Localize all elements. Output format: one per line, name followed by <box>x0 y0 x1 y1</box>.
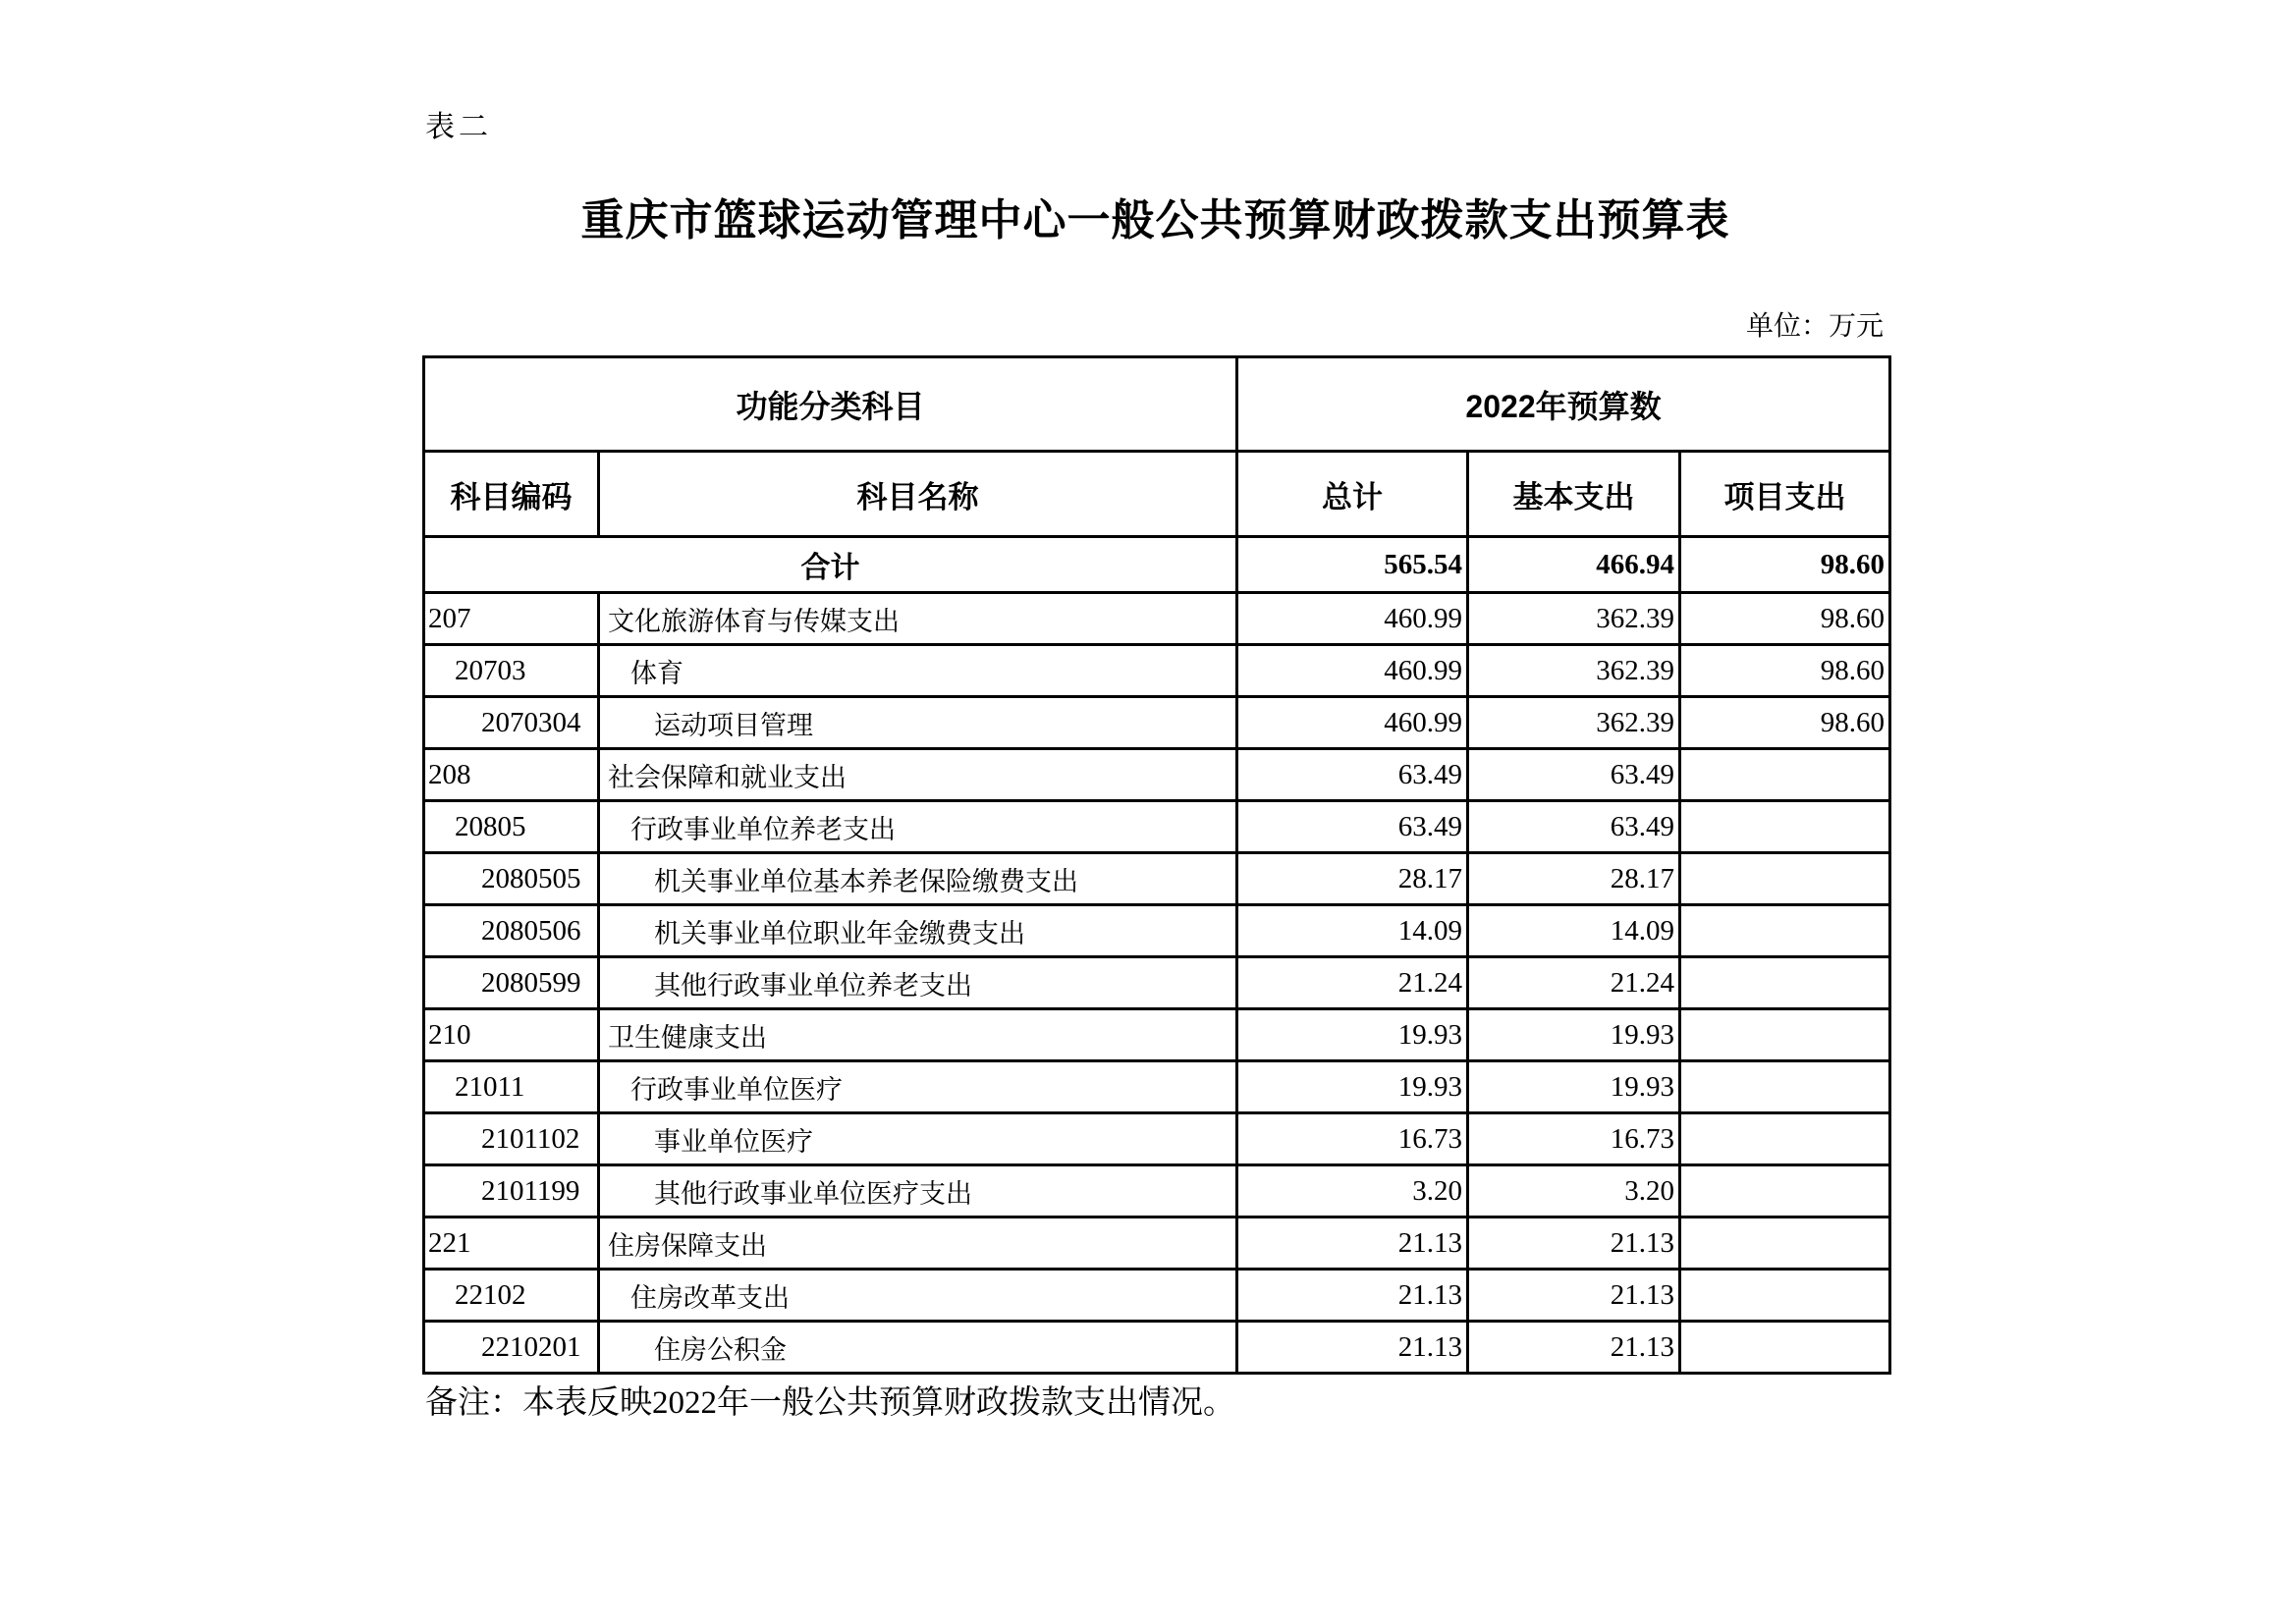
total-value: 63.49 <box>1237 801 1468 853</box>
subject-code: 20703 <box>424 645 599 697</box>
subject-code: 2080505 <box>424 853 599 905</box>
subject-name: 机关事业单位职业年金缴费支出 <box>599 905 1237 957</box>
table-row <box>424 905 1890 957</box>
subject-code: 208 <box>424 749 599 801</box>
total-total-value: 565.54 <box>1237 537 1468 593</box>
subject-name: 行政事业单位医疗 <box>599 1061 1237 1113</box>
subject-name: 文化旅游体育与传媒支出 <box>599 593 1237 645</box>
basic-value: 19.93 <box>1468 1009 1680 1061</box>
subject-code: 20805 <box>424 801 599 853</box>
basic-value: 14.09 <box>1468 905 1680 957</box>
table-header-group-row <box>424 357 1890 452</box>
subject-code: 2080599 <box>424 957 599 1009</box>
basic-value: 63.49 <box>1468 749 1680 801</box>
header-subject-name: 科目名称 <box>599 452 1237 537</box>
unit-note: 单位：万元 <box>1745 311 1884 342</box>
subject-name: 行政事业单位养老支出 <box>599 801 1237 853</box>
total-value: 460.99 <box>1237 645 1468 697</box>
basic-value: 362.39 <box>1468 593 1680 645</box>
total-value: 21.13 <box>1237 1270 1468 1322</box>
subject-code: 22102 <box>424 1270 599 1322</box>
total-value: 63.49 <box>1237 749 1468 801</box>
subject-code: 2101102 <box>424 1113 599 1165</box>
project-value <box>1680 1061 1890 1113</box>
project-value <box>1680 1113 1890 1165</box>
subject-code: 2210201 <box>424 1322 599 1374</box>
table-row <box>424 1113 1890 1165</box>
table-total-row <box>424 537 1890 593</box>
total-value: 21.13 <box>1237 1322 1468 1374</box>
total-label: 合计 <box>424 537 1237 593</box>
subject-name: 其他行政事业单位医疗支出 <box>599 1165 1237 1217</box>
table-row <box>424 801 1890 853</box>
basic-value: 21.13 <box>1468 1270 1680 1322</box>
subject-code: 2101199 <box>424 1165 599 1217</box>
basic-value: 16.73 <box>1468 1113 1680 1165</box>
total-basic-value: 466.94 <box>1468 537 1680 593</box>
table-row <box>424 1165 1890 1217</box>
table-row <box>424 1009 1890 1061</box>
total-value: 3.20 <box>1237 1165 1468 1217</box>
subject-code: 207 <box>424 593 599 645</box>
header-functional-classification: 功能分类科目 <box>424 357 1237 452</box>
basic-value: 3.20 <box>1468 1165 1680 1217</box>
subject-name: 机关事业单位基本养老保险缴费支出 <box>599 853 1237 905</box>
project-value <box>1680 957 1890 1009</box>
total-value: 16.73 <box>1237 1113 1468 1165</box>
header-basic-expenditure: 基本支出 <box>1468 452 1680 537</box>
basic-value: 63.49 <box>1468 801 1680 853</box>
subject-code: 210 <box>424 1009 599 1061</box>
table-row <box>424 749 1890 801</box>
project-value <box>1680 1270 1890 1322</box>
project-value <box>1680 1009 1890 1061</box>
subject-name: 卫生健康支出 <box>599 1009 1237 1061</box>
footnote: 备注：本表反映2022年一般公共预算财政拨款支出情况。 <box>425 1385 1235 1421</box>
basic-value: 19.93 <box>1468 1061 1680 1113</box>
table-row <box>424 697 1890 749</box>
table-row <box>424 1322 1890 1374</box>
total-value: 19.93 <box>1237 1061 1468 1113</box>
table-row <box>424 1217 1890 1270</box>
table-row <box>424 1270 1890 1322</box>
subject-code: 2070304 <box>424 697 599 749</box>
header-2022-budget: 2022年预算数 <box>1237 357 1890 452</box>
subject-code: 21011 <box>424 1061 599 1113</box>
total-value: 460.99 <box>1237 697 1468 749</box>
total-value: 28.17 <box>1237 853 1468 905</box>
total-value: 14.09 <box>1237 905 1468 957</box>
project-value: 98.60 <box>1680 593 1890 645</box>
project-value <box>1680 801 1890 853</box>
header-project-expenditure: 项目支出 <box>1680 452 1890 537</box>
project-value <box>1680 1217 1890 1270</box>
basic-value: 28.17 <box>1468 853 1680 905</box>
table-row <box>424 645 1890 697</box>
subject-name: 运动项目管理 <box>599 697 1237 749</box>
total-value: 19.93 <box>1237 1009 1468 1061</box>
subject-name: 住房保障支出 <box>599 1217 1237 1270</box>
basic-value: 21.13 <box>1468 1322 1680 1374</box>
subject-name: 事业单位医疗 <box>599 1113 1237 1165</box>
project-value: 98.60 <box>1680 645 1890 697</box>
project-value <box>1680 1165 1890 1217</box>
subject-name: 住房公积金 <box>599 1322 1237 1374</box>
basic-value: 21.13 <box>1468 1217 1680 1270</box>
subject-name: 体育 <box>599 645 1237 697</box>
table-number-label: 表二 <box>425 111 492 143</box>
basic-value: 362.39 <box>1468 645 1680 697</box>
table-row <box>424 853 1890 905</box>
table-row <box>424 593 1890 645</box>
total-value: 21.13 <box>1237 1217 1468 1270</box>
project-value: 98.60 <box>1680 697 1890 749</box>
header-subject-code: 科目编码 <box>424 452 599 537</box>
basic-value: 362.39 <box>1468 697 1680 749</box>
total-value: 21.24 <box>1237 957 1468 1009</box>
subject-code: 2080506 <box>424 905 599 957</box>
budget-table <box>422 355 1891 1375</box>
project-value <box>1680 853 1890 905</box>
subject-name: 其他行政事业单位养老支出 <box>599 957 1237 1009</box>
subject-code: 221 <box>424 1217 599 1270</box>
total-value: 460.99 <box>1237 593 1468 645</box>
subject-name: 住房改革支出 <box>599 1270 1237 1322</box>
subject-name: 社会保障和就业支出 <box>599 749 1237 801</box>
project-value <box>1680 1322 1890 1374</box>
header-total: 总计 <box>1237 452 1468 537</box>
basic-value: 21.24 <box>1468 957 1680 1009</box>
project-value <box>1680 749 1890 801</box>
table-header-columns-row <box>424 452 1890 537</box>
table-row <box>424 957 1890 1009</box>
page-title: 重庆市篮球运动管理中心一般公共预算财政拨款支出预算表 <box>580 196 1730 244</box>
project-value <box>1680 905 1890 957</box>
table-row <box>424 1061 1890 1113</box>
total-project-value: 98.60 <box>1680 537 1890 593</box>
